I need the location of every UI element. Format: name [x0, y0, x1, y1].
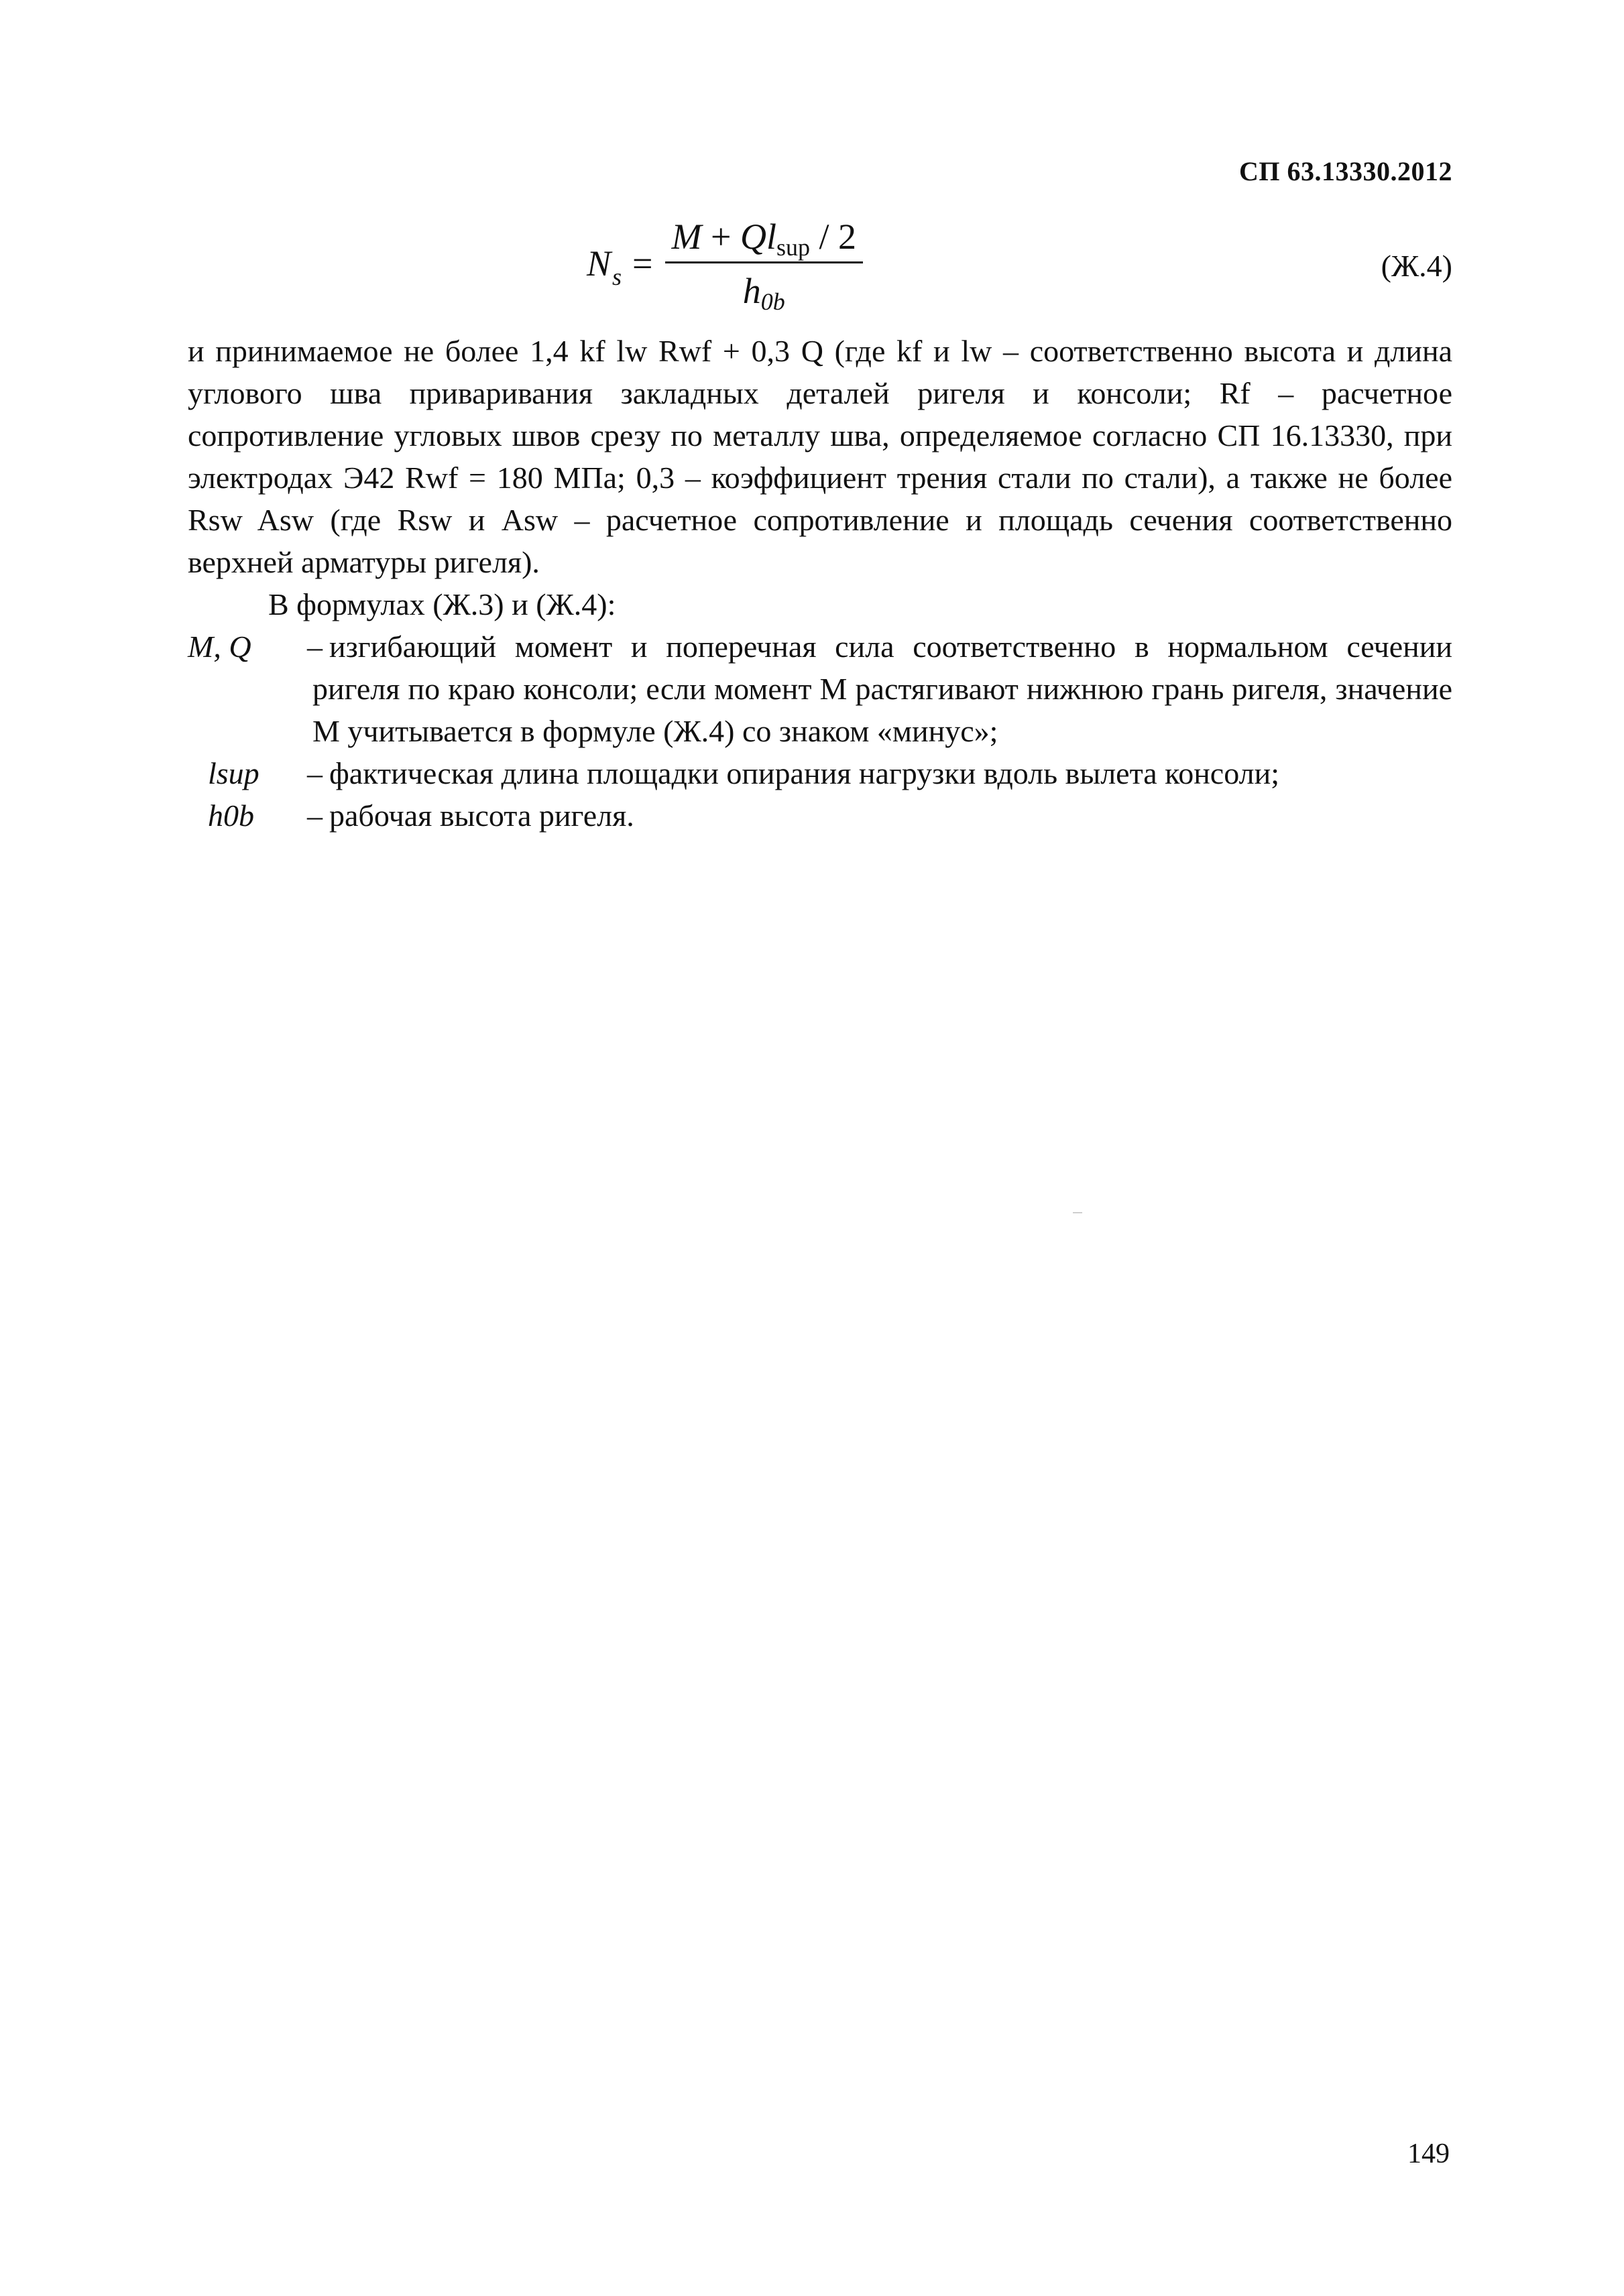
- definitions-intro: В формулах (Ж.3) и (Ж.4):: [268, 587, 616, 621]
- paragraph-conditions: и принимаемое не более 1,4 kf lw Rwf + 0,3 Q (где kf и lw – соответственно высота и длина углового шва приваривания закладных деталей ригеля и консоли; Rf – расчетное сопротивление угловых швов срезу по металлу шва, определяемое согласно СП 16.13330, при электродах Э42 Rwf = 180 МПа; 0,3 – коэффициент трения стали по стали), а также не более Rsw Asw (где Rsw и Asw – расчетное сопротивление и площадь сечения соответственно верхней арматуры ригеля).: [188, 334, 1452, 579]
- numerator-tail: / 2: [809, 216, 856, 257]
- formula-n-s: [587, 213, 863, 314]
- definition-text-content: фактическая длина площадки опирания нагрузки вдоль вылета консоли;: [329, 756, 1279, 790]
- definition-item: [188, 625, 1452, 752]
- formula-block: [188, 213, 1452, 314]
- denominator-subscript: 0b: [760, 288, 785, 315]
- formula-equals: =: [632, 243, 653, 284]
- formula-denominator: [742, 263, 785, 315]
- definition-dash: –: [307, 756, 323, 790]
- definition-dash: –: [307, 798, 323, 833]
- formula-numerator: [665, 216, 863, 263]
- document-code-header: СП 63.13330.2012: [1239, 156, 1452, 186]
- numerator-plus: +: [701, 216, 740, 257]
- numerator-subscript: sup: [776, 233, 810, 261]
- definition-item: [188, 794, 1452, 837]
- formula-fraction: [665, 216, 863, 315]
- definition-text-content: рабочая высота ригеля.: [329, 798, 634, 833]
- definition-dash: –: [307, 629, 323, 664]
- numerator-m: M: [671, 216, 702, 257]
- definition-term: M, Q: [188, 629, 251, 664]
- page-number: 149: [1407, 2138, 1450, 2169]
- formula-lhs: [587, 243, 622, 290]
- formula-lhs-symbol: N: [587, 243, 612, 284]
- definition-text-content: изгибающий момент и поперечная сила соответственно в нормальном сечении ригеля по краю консоли; если момент M растягивают нижнюю грань ригеля, значение M учитывается в формуле (Ж.4) со знаком «минус»;: [312, 629, 1452, 748]
- denominator-h: h: [742, 270, 761, 311]
- definition-term: lsup: [208, 756, 259, 790]
- definition-term: h0b: [208, 798, 254, 833]
- definition-text: [307, 794, 1452, 837]
- definition-text: [307, 752, 1452, 794]
- numerator-ql: Ql: [740, 216, 776, 257]
- scan-speck: [1073, 1212, 1082, 1213]
- definitions-list: [188, 625, 1452, 837]
- body-text: [188, 330, 1452, 837]
- formula-number: (Ж.4): [1381, 249, 1452, 283]
- definition-item: [188, 752, 1452, 794]
- formula-lhs-subscript: s: [612, 263, 622, 290]
- definition-text: [307, 625, 1452, 752]
